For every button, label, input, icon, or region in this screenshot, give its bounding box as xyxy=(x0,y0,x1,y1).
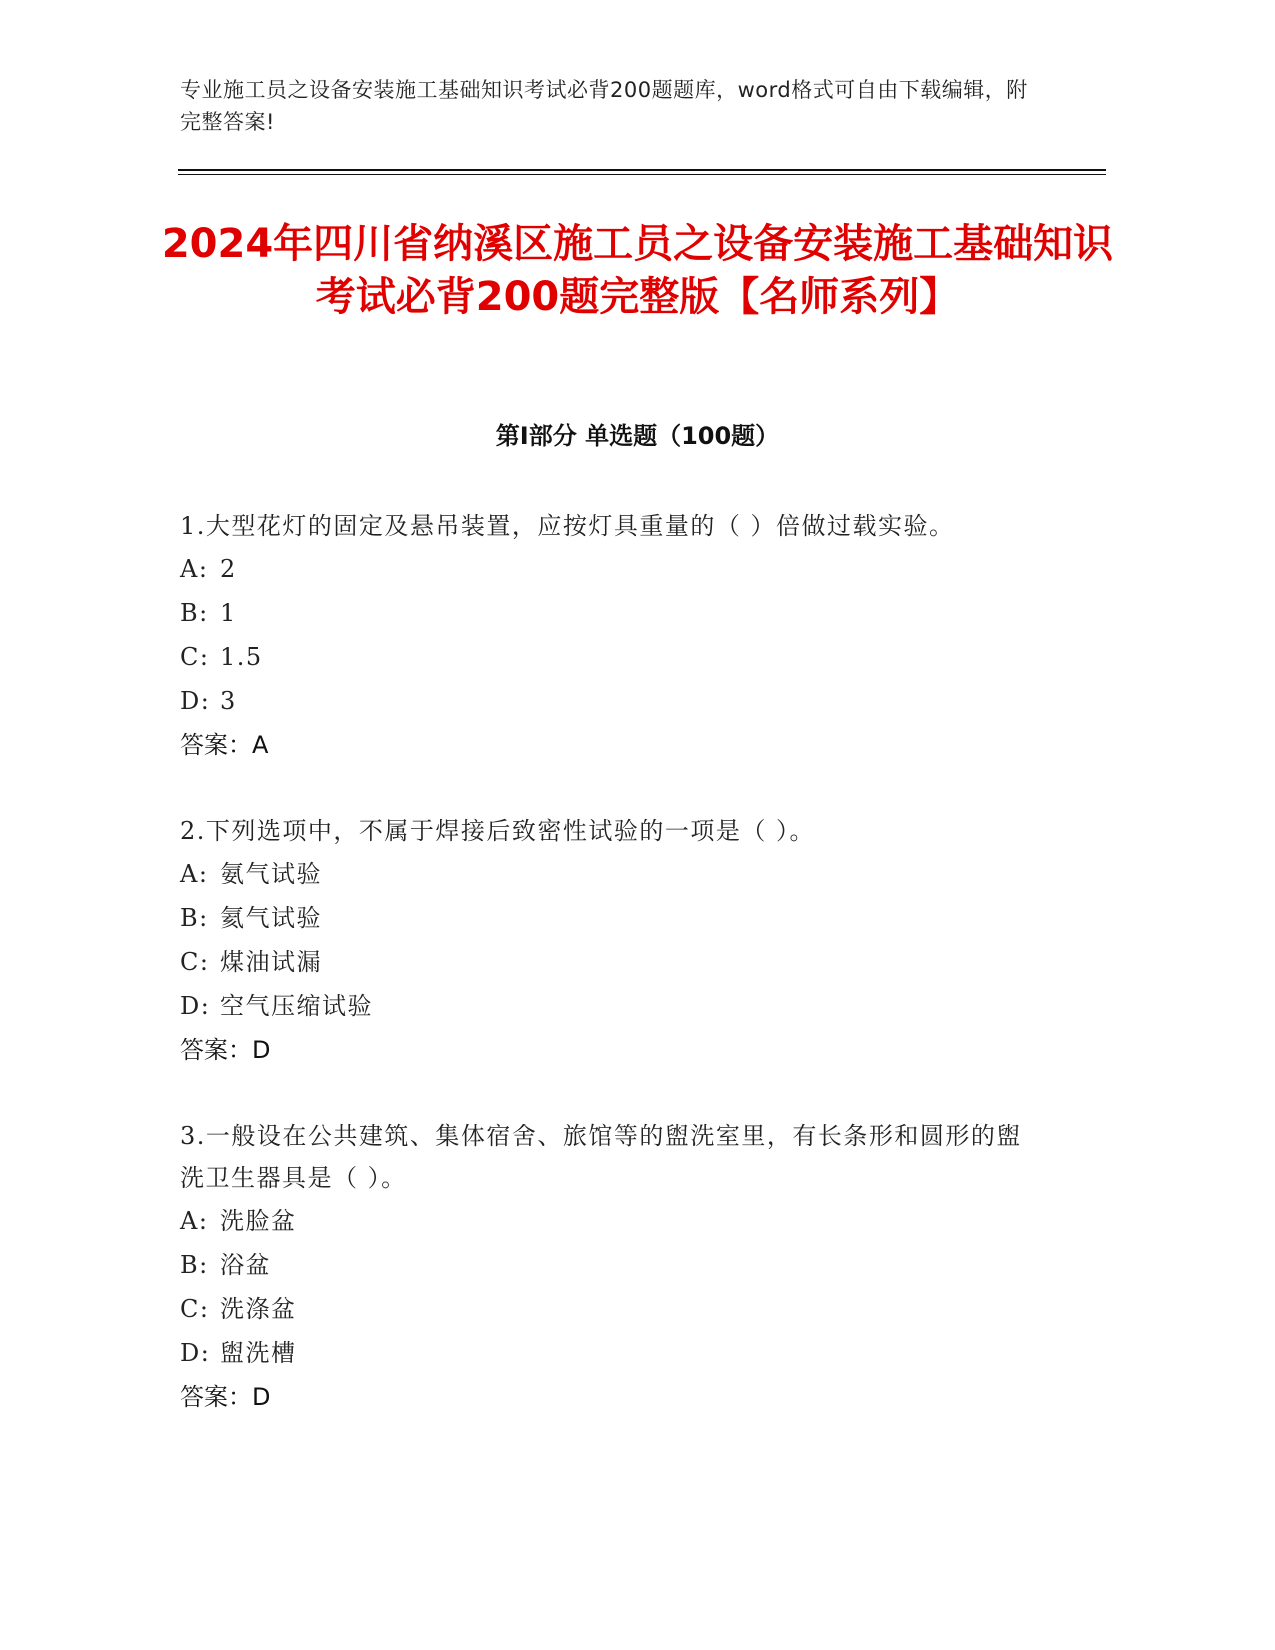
option-a xyxy=(180,852,1040,896)
document-title: 2024年四川省纳溪区施工员之设备安装施工基础知识考试必背200题完整版【名师系列】 xyxy=(161,221,1114,320)
option-value: 盥洗槽 xyxy=(220,1339,297,1367)
option-value: 2 xyxy=(220,555,237,583)
option-key: C: xyxy=(180,1295,210,1323)
option-value: 洗涤盆 xyxy=(220,1295,297,1323)
option-key: A: xyxy=(180,1207,209,1235)
option-d xyxy=(180,984,1040,1028)
option-key: C: xyxy=(180,948,210,976)
option-key: B: xyxy=(180,1251,209,1279)
option-value: 洗脸盆 xyxy=(220,1207,297,1235)
option-key: A: xyxy=(180,555,209,583)
option-key: B: xyxy=(180,599,209,627)
option-key: A: xyxy=(180,860,209,888)
option-a xyxy=(180,547,1040,591)
answer-line: 答案：A xyxy=(180,731,269,759)
answer-line: 答案：D xyxy=(180,1383,271,1411)
question-3 xyxy=(180,1115,1040,1419)
header-divider-thin xyxy=(178,174,1106,175)
option-value: 1.5 xyxy=(220,643,263,671)
option-b xyxy=(180,591,1040,635)
option-c xyxy=(180,1287,1040,1331)
option-value: 煤油试漏 xyxy=(220,948,322,976)
question-text: 1.大型花灯的固定及悬吊装置，应按灯具重量的（ ）倍做过载实验。 xyxy=(180,512,955,540)
question-1 xyxy=(180,505,1040,767)
option-value: 氦气试验 xyxy=(220,904,322,932)
option-value: 3 xyxy=(220,687,237,715)
option-key: C: xyxy=(180,643,210,671)
option-c xyxy=(180,635,1040,679)
header-note: 专业施工员之设备安装施工基础知识考试必背200题题库，word格式可自由下载编辑，附完整答案! xyxy=(180,78,1028,134)
section-title: 第I部分 单选题（100题） xyxy=(495,422,780,450)
option-key: D: xyxy=(180,687,211,715)
option-key: D: xyxy=(180,1339,211,1367)
question-text: 3.一般设在公共建筑、集体宿舍、旅馆等的盥洗室里，有长条形和圆形的盥洗卫生器具是（ ）。 xyxy=(180,1122,1022,1192)
question-2 xyxy=(180,810,1040,1072)
option-a xyxy=(180,1199,1040,1243)
option-value: 1 xyxy=(220,599,237,627)
header-divider-thick xyxy=(178,169,1106,171)
answer-line: 答案：D xyxy=(180,1036,271,1064)
option-b xyxy=(180,1243,1040,1287)
option-d xyxy=(180,679,1040,723)
option-d xyxy=(180,1331,1040,1375)
option-value: 浴盆 xyxy=(220,1251,271,1279)
option-value: 氨气试验 xyxy=(220,860,322,888)
option-key: B: xyxy=(180,904,209,932)
option-key: D: xyxy=(180,992,211,1020)
question-text: 2.下列选项中，不属于焊接后致密性试验的一项是（ ）。 xyxy=(180,817,816,845)
option-b xyxy=(180,896,1040,940)
option-value: 空气压缩试验 xyxy=(220,992,373,1020)
option-c xyxy=(180,940,1040,984)
